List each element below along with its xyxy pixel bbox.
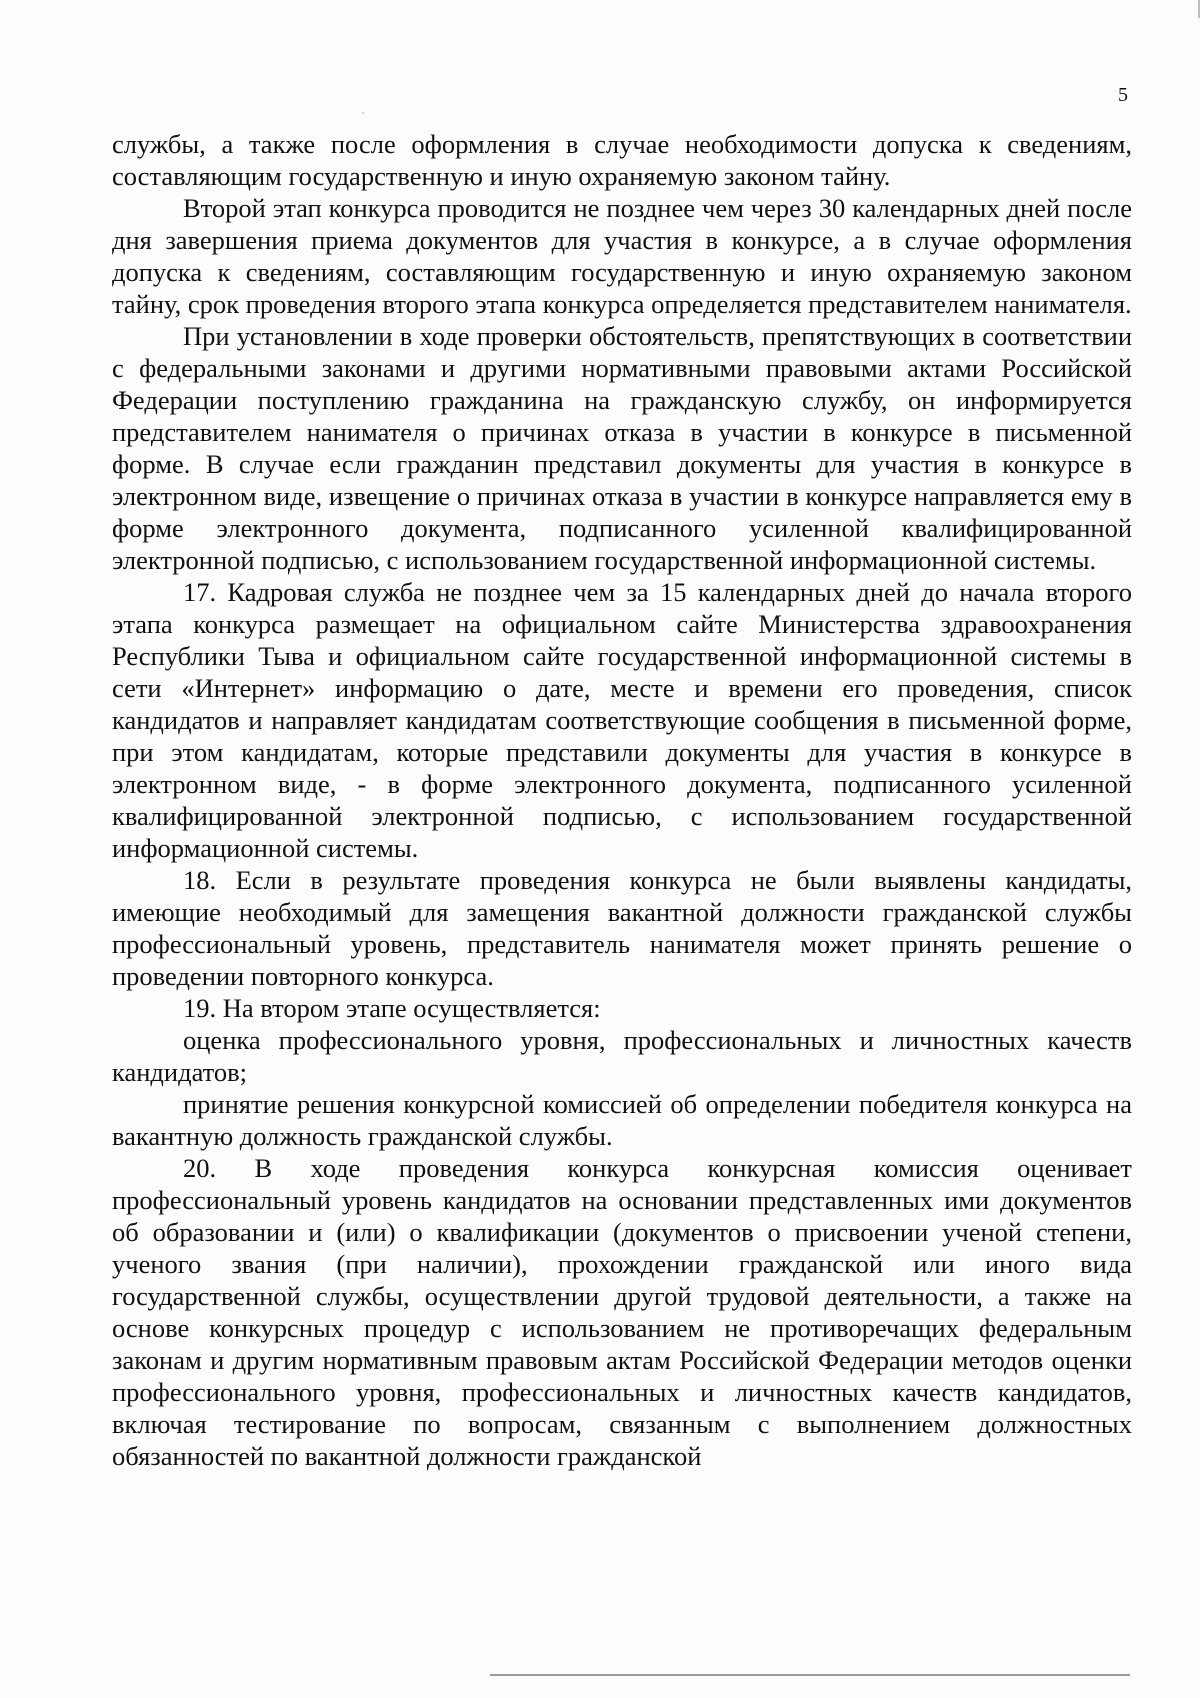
paragraph: службы, а также после оформления в случае необходимости допуска к сведениям, составляющим государственную и иную охраняемую законом тайну. (112, 129, 1132, 191)
paragraph-item-17: 17. Кадровая служба не позднее чем за 15 календарных дней до начала второго этапа конкурса размещает на официальном сайте Министерства здравоохранения Республики Тыва и официальном сайте государственной информационной системы в сети «Интернет» информацию о дате, месте и времени его проведения, список кандидатов и направляет кандидатам соответствующие сообщения в письменной форме, при этом кандидатам, которые представили документы для участия в конкурсе в электронном виде, - в форме электронного документа, подписанного усиленной квалифицированной электронной подписью, с использованием государственной информационной системы. (112, 577, 1132, 863)
paragraph-item-19: 19. На втором этапе осуществляется: (183, 993, 601, 1023)
paragraph-item-18: 18. Если в результате проведения конкурса не были выявлены кандидаты, имеющие необходимый для замещения вакантной должности гражданской службы профессиональный уровень, представитель нанимателя может принять решение о проведении повторного конкурса. (112, 865, 1132, 991)
document-body (112, 128, 1132, 1472)
scan-artifact (362, 112, 364, 114)
paragraph: Второй этап конкурса проводится не позднее чем через 30 календарных дней после дня завершения приема документов для участия в конкурсе, а в случае оформления допуска к сведениям, составляющим государственную и иную охраняемую законом тайну, срок проведения второго этапа конкурса определяется представителем нанимателя. (112, 193, 1132, 319)
paragraph-item-20: 20. В ходе проведения конкурса конкурсная комиссия оценивает профессиональный уровень кандидатов на основании представленных ими документов об образовании и (или) о квалификации (документов о присвоении ученой степени, ученого звания (при наличии), прохождении гражданской или иного вида государственной службы, осуществлении другой трудовой деятельности, а также на основе конкурсных процедур с использованием не противоречащих федеральным законам и другим нормативным правовым актам Российской Федерации методов оценки профессионального уровня, профессиональных и личностных качеств кандидатов, включая тестирование по вопросам, связанным с выполнением должностных обязанностей по вакантной должности гражданской (112, 1153, 1132, 1471)
paragraph: При установлении в ходе проверки обстоятельств, препятствующих в соответствии с федеральными законами и другими нормативными правовыми актами Российской Федерации поступлению гражданина на гражданскую службу, он информируется представителем нанимателя о причинах отказа в участии в конкурсе в письменной форме. В случае если гражданин представил документы для участия в конкурсе в электронном виде, извещение о причинах отказа в участии в конкурсе направляется ему в форме электронного документа, подписанного усиленной квалифицированной электронной подписью, с использованием государственной информационной системы. (112, 321, 1132, 575)
paragraph-subitem: принятие решения конкурсной комиссией об определении победителя конкурса на вакантную должность гражданской службы. (112, 1089, 1132, 1151)
page-number: 5 (1118, 84, 1128, 106)
paragraph-subitem: оценка профессионального уровня, профессиональных и личностных качеств кандидатов; (112, 1025, 1132, 1087)
scan-artifact (490, 1674, 1130, 1676)
